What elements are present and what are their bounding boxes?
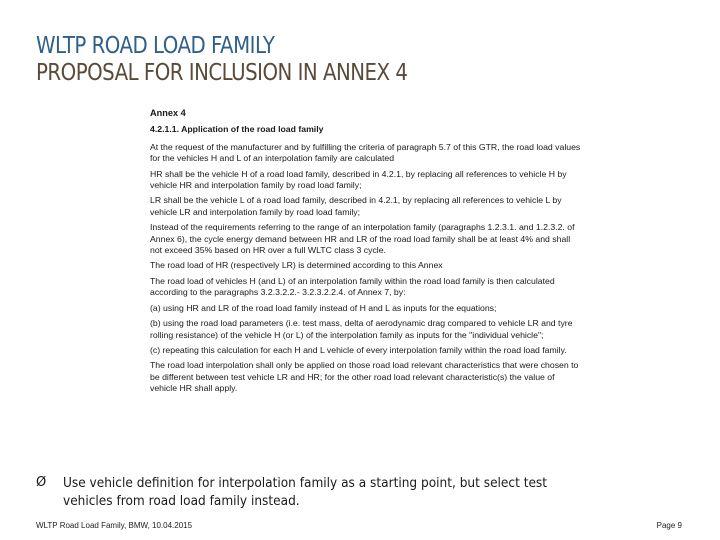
doc-paragraph: The road load interpolation shall only be applied on those road load relevant characteristics that were chosen to be different between test vehicle LR and HR; for the other road load relevant characteristic(s) the value of vehicle HR shall apply.: [150, 360, 579, 394]
doc-paragraph: LR shall be the vehicle L of a road load family, described in 4.2.1, by replacing all references to vehicle L by vehicle LR and interpolation family by road load family;: [150, 195, 562, 217]
doc-paragraph: Instead of the requirements referring to the range of an interpolation family (paragraphs 1.2.3.1. and 1.2.3.2. of Annex 6), the cycle energy demand between HR and LR of the road load family shall be at least 4% and shall not exceed 35% based on HR over a full WLTC class 3 cycle.: [150, 222, 575, 256]
annex-excerpt: [150, 108, 582, 399]
title-line-1: WLTP ROAD LOAD FAMILY: [36, 33, 275, 59]
doc-paragraph: The road load of HR (respectively LR) is determined according to this Annex: [150, 260, 443, 271]
doc-paragraph: (a) using HR and LR of the road load family instead of H and L as inputs for the equations;: [150, 302, 497, 313]
slide-title: [36, 33, 407, 87]
bullet-text: Use vehicle definition for interpolation family as a starting point, but select test vehicles from road load family instead.: [63, 475, 548, 509]
doc-paragraph: (c) repeating this calculation for each H and L vehicle of every interpolation family within the road load family.: [150, 344, 567, 355]
title-line-2: PROPOSAL FOR INCLUSION IN ANNEX 4: [36, 60, 408, 86]
doc-paragraph: HR shall be the vehicle H of a road load family, described in 4.2.1, by replacing all references to vehicle H by vehicle HR and interpolation family by road load family;: [150, 168, 567, 191]
doc-paragraph: (b) using the road load parameters (i.e. test mass, delta of aerodynamic drag compared to vehicle LR and tyre rolling resistance) of the vehicle H (or L) of the interpolation family as inputs for the "individual vehicle";: [150, 318, 573, 340]
doc-paragraph: The road load of vehicles H (and L) of an interpolation family within the road load family is then calculated according to the paragraphs 3.2.3.2.2.- 3.2.3.2.2.4. of Annex 7, by:: [150, 275, 555, 298]
annex-label: Annex 4: [150, 108, 186, 118]
doc-paragraph: At the request of the manufacturer and by fulfilling the criteria of paragraph 5.7 of this GTR, the road load values for the vehicles H and L of an interpolation family are calculated: [150, 141, 581, 164]
page-number: Page 9: [656, 521, 682, 530]
bullet-arrow-icon: Ø: [36, 475, 47, 490]
section-heading: 4.2.1.1. Application of the road load family: [150, 124, 324, 135]
footer-source: WLTP Road Load Family, BMW, 10.04.2015: [36, 521, 193, 530]
